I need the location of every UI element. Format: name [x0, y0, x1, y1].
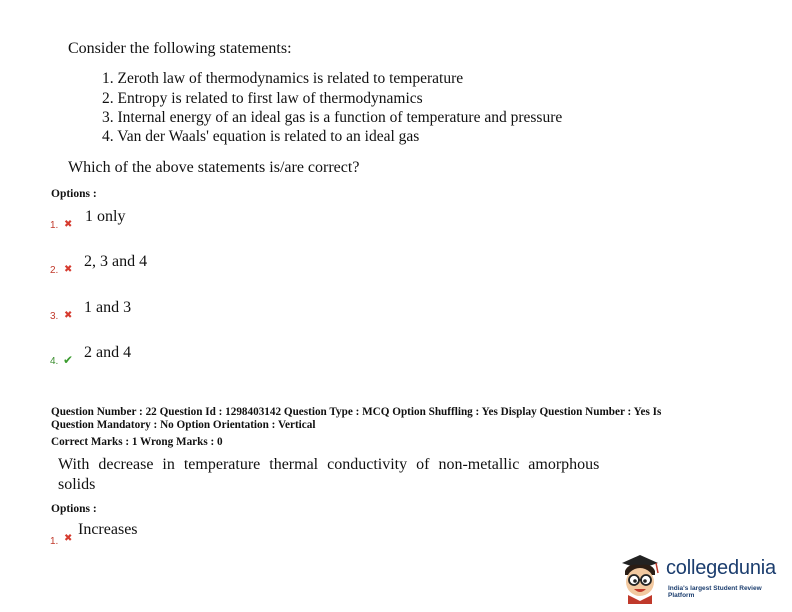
q2-option-1-text[interactable]: Increases	[78, 521, 138, 538]
statement-3: 3. Internal energy of an ideal gas is a function of temperature and pressure	[102, 109, 563, 126]
logo-tagline: India's largest Student Review Platform	[668, 585, 762, 599]
options-label: Options :	[51, 188, 97, 200]
wrong-mark-icon: ✖	[64, 219, 73, 230]
question-meta-line-1: Question Number : 22 Question Id : 1298403142 Question Type : MCQ Option Shuffling : Yes Display Question Number : Yes Is	[51, 406, 662, 418]
question-ask: Which of the above statements is/are correct?	[68, 159, 360, 176]
statement-1: 1. Zeroth law of thermodynamics is related to temperature	[102, 70, 464, 87]
logo-name: collegedunia	[666, 557, 776, 579]
option-number: 1.	[50, 536, 59, 547]
mascot-icon	[616, 549, 664, 604]
question-marks: Correct Marks : 1 Wrong Marks : 0	[51, 436, 223, 448]
question-2-text	[58, 455, 618, 495]
options-label-2: Options :	[51, 503, 97, 515]
collegedunia-logo	[616, 549, 786, 604]
option-number: 2.	[50, 265, 59, 276]
option-3-text[interactable]: 1 and 3	[84, 299, 132, 316]
question-2-text-content: With decrease in temperature thermal conductivity of non-metallic amorphous solids	[58, 456, 600, 493]
statement-2: 2. Entropy is related to first law of thermodynamics	[102, 90, 423, 107]
option-4-text[interactable]: 2 and 4	[84, 344, 132, 361]
wrong-mark-icon: ✖	[64, 264, 73, 275]
question-meta-line-2: Question Mandatory : No Option Orientation : Vertical	[51, 419, 316, 431]
option-number: 3.	[50, 311, 59, 322]
wrong-mark-icon: ✖	[64, 310, 73, 321]
wrong-mark-icon: ✖	[64, 533, 73, 544]
option-2-text[interactable]: 2, 3 and 4	[84, 253, 148, 270]
statement-4: 4. Van der Waals' equation is related to an ideal gas	[102, 128, 420, 145]
option-number: 1.	[50, 220, 59, 231]
option-number: 4.	[50, 356, 59, 367]
option-1-text[interactable]: 1 only	[85, 208, 126, 225]
check-mark-icon: ✔	[63, 353, 74, 367]
question-intro: Consider the following statements:	[68, 40, 292, 57]
